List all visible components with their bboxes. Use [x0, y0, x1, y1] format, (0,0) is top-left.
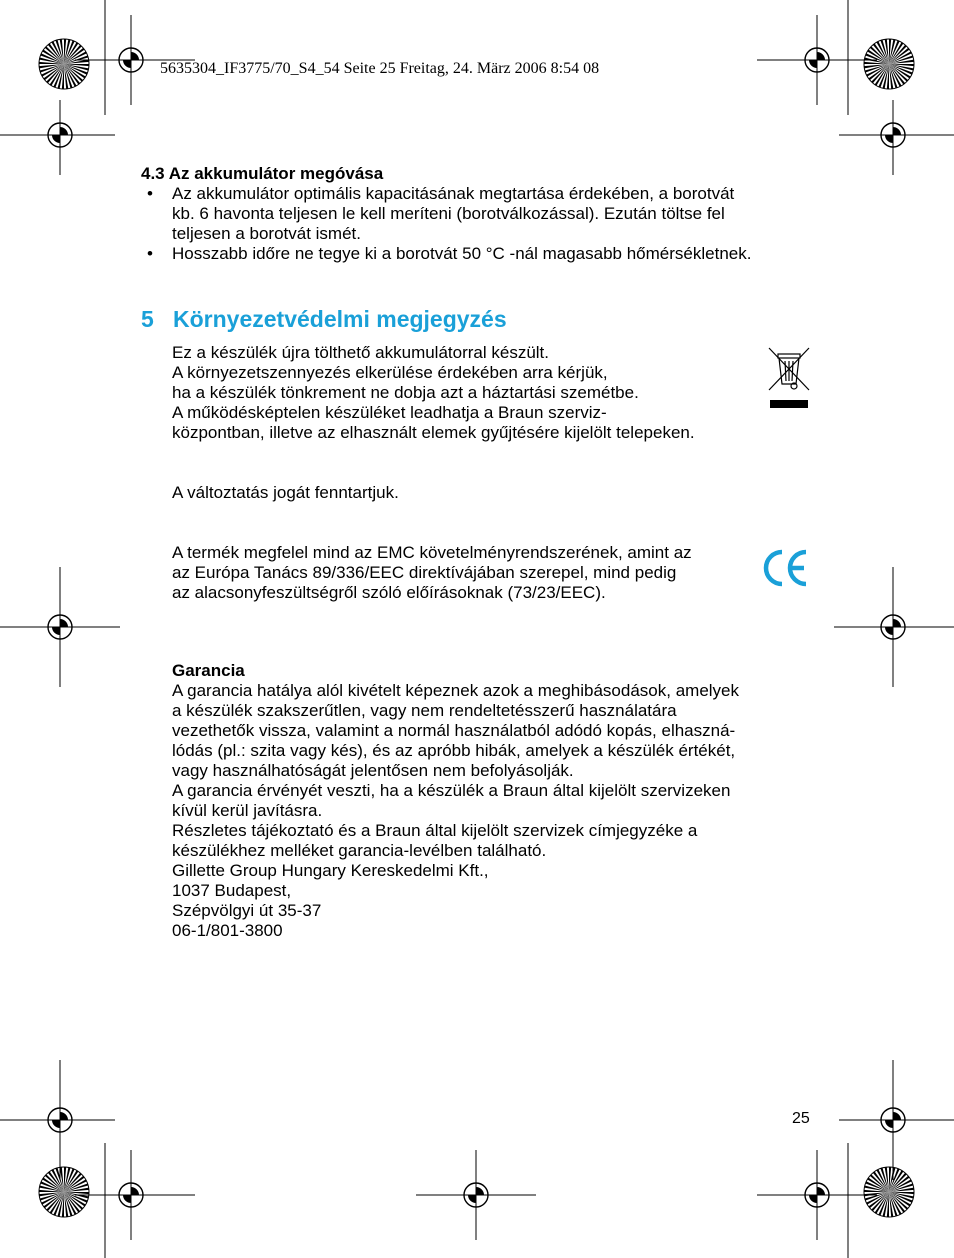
warranty-line: Gillette Group Hungary Kereskedelmi Kft., [172, 861, 489, 880]
env-line: A környezetszennyezés elkerülése érdekében arra kérjük, [172, 363, 608, 382]
bullet-item [141, 244, 821, 264]
bullet-line: Hosszabb időre ne tegye ki a borotvát 50 °C -nál magasabb hőmérsékletnek. [172, 244, 752, 263]
emc-line: az Európa Tanács 89/336/EEC direktívájában szerepel, mind pedig [172, 563, 677, 582]
print-slug: 5635304_IF3775/70_S4_54 Seite 25 Freitag, 24. März 2006 8:54 08 [160, 60, 600, 77]
emc-line: az alacsonyfeszültségről szóló előírásoknak (73/23/EEC). [172, 583, 606, 602]
warranty-line: 06-1/801-3800 [172, 921, 283, 940]
env-line: központban, illetve az elhasznált elemek gyűjtésére kijelölt telepeken. [172, 423, 695, 442]
warranty-line: Szépvölgyi út 35-37 [172, 901, 322, 920]
bullet-dot: • [147, 184, 153, 203]
registration-starburst-icon [39, 1167, 89, 1217]
warranty-line: vagy használhatóságát jelentősen nem befolyásolják. [172, 761, 574, 780]
ce-mark-icon [760, 546, 810, 590]
section-heading [141, 306, 507, 333]
bullet-line: Az akkumulátor optimális kapacitásának megtartása érdekében, a borotvát [172, 184, 735, 203]
warranty-line: vezethetők vissza, valamint a normál használatból adódó kopás, elhaszná- [172, 721, 736, 740]
emc-compliance-note [172, 543, 752, 603]
warranty-line: kívül kerül javításra. [172, 801, 323, 820]
warranty-title: Garancia [172, 661, 245, 680]
warranty-line: A garancia hatálya alól kivételt képeznek azok a meghibásodások, amelyek [172, 681, 740, 700]
subsection-heading: 4.3 Az akkumulátor megóvása [141, 164, 384, 183]
warranty-section [172, 661, 822, 941]
env-line: Ez a készülék újra tölthető akkumulátorral készült. [172, 343, 550, 362]
warranty-line: a készülék szakszerűtlen, vagy nem rendeltetésszerű használatára [172, 701, 677, 720]
section-title: Környezetvédelmi megjegyzés [173, 306, 507, 332]
crossed-out-wheelie-bin-icon [766, 346, 812, 412]
warranty-line: 1037 Budapest, [172, 881, 292, 900]
env-line: A működésképtelen készüléket leadhatja a Braun szerviz- [172, 403, 607, 422]
registration-starburst-icon [39, 39, 89, 89]
warranty-line: készülékhez melléket garancia-levélben található. [172, 841, 547, 860]
registration-starburst-icon [864, 1167, 914, 1217]
warranty-line: A garancia érvényét veszti, ha a készülék a Braun által kijelölt szervizeken [172, 781, 731, 800]
emc-line: A termék megfelel mind az EMC követelményrendszerének, amint az [172, 543, 692, 562]
environment-note [172, 343, 772, 443]
bullet-dot: • [147, 244, 153, 263]
rights-reserved-note: A változtatás jogát fenntartjuk. [172, 483, 399, 502]
bullet-line: teljesen a borotvát ismét. [172, 224, 361, 243]
section-number: 5 [141, 306, 154, 332]
env-line: ha a készülék tönkrement ne dobja azt a háztartási szemétbe. [172, 383, 639, 402]
page-number: 25 [792, 1110, 810, 1127]
warranty-line: lódás (pl.: szita vagy kés), és az apróbb hibák, amelyek a készülék értékét, [172, 741, 736, 760]
registration-starburst-icon [864, 39, 914, 89]
warranty-line: Részletes tájékoztató és a Braun által kijelölt szervizek címjegyzéke a [172, 821, 698, 840]
bullet-item [141, 184, 821, 244]
bullet-line: kb. 6 havonta teljesen le kell meríteni (borotválkozással). Ezután töltse fel [172, 204, 725, 223]
